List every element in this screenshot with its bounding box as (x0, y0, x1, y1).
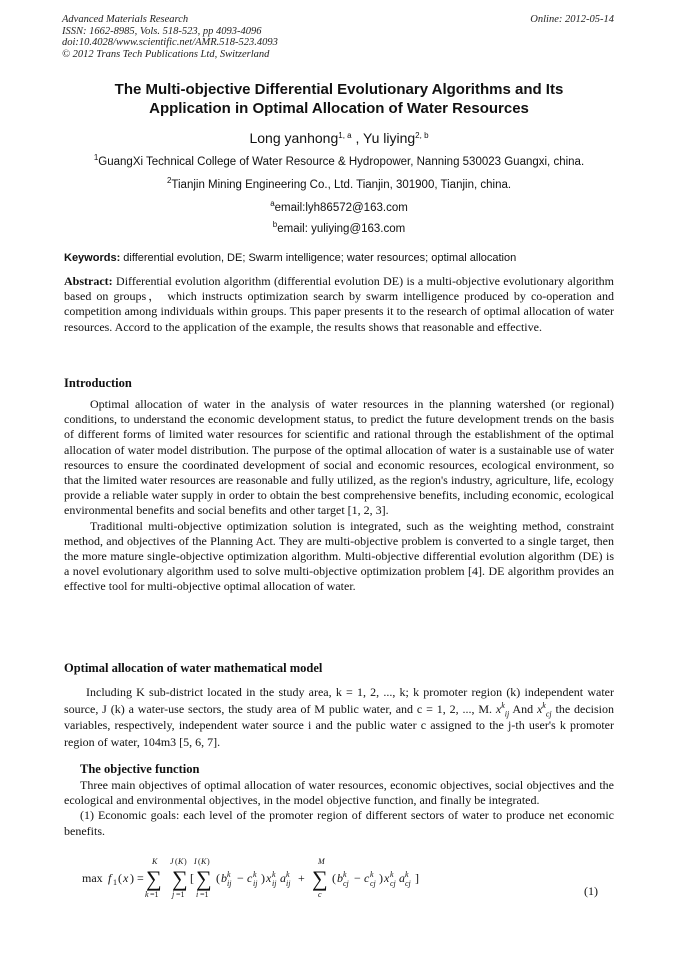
email-a-sup: a (270, 199, 275, 208)
svg-text:b: b (337, 871, 343, 885)
svg-text:−: − (354, 871, 361, 885)
affiliation-1-sup: 1 (93, 153, 99, 162)
introduction-body (64, 397, 614, 595)
affiliation-2 (40, 176, 638, 191)
affiliation-1 (40, 153, 638, 168)
variable-x-ij: $x^k_{ij}$ (495, 700, 510, 718)
email-b-sup: b (272, 220, 278, 229)
email-b-text: email: yuliying@163.com (277, 223, 406, 235)
economic-objective-equation (82, 856, 542, 900)
svg-text:K: K (201, 857, 207, 866)
svg-text:ij: ij (286, 879, 291, 888)
svg-text:−: − (237, 871, 244, 885)
svg-text:ij: ij (272, 879, 277, 888)
model-heading: Optimal allocation of water mathematical model (64, 661, 323, 675)
svg-text:a: a (399, 871, 405, 885)
svg-text:x: x (266, 871, 272, 885)
svg-text:cj: cj (390, 879, 396, 888)
author-2-sup: 2, b (415, 131, 429, 140)
svg-text:cj: cj (405, 879, 411, 888)
email-b (40, 220, 638, 235)
svg-text:+: + (298, 871, 305, 885)
abstract-text: Differential evolution algorithm (differential evolution DE) is a multi-objective evolutionary algorithm based on groups， which instructs optimization search by swarm intelligence produced by co-operation and competition among individuals within groups. This paper presents it to the research of optimal allocation of water resources. Accord to the application of the example, the results shows that reasonable and effective. (64, 274, 614, 334)
svg-text:(: ( (198, 857, 201, 866)
svg-text:cj: cj (370, 879, 376, 888)
title-line-1: The Multi-objective Differential Evolutionary Algorithms and Its (114, 81, 564, 98)
author-separator: , (351, 130, 364, 146)
svg-text:M: M (318, 857, 325, 866)
svg-text:=1: =1 (200, 890, 209, 899)
svg-text:k: k (405, 870, 409, 879)
copyright-line: © 2012 Trans Tech Publications Ltd, Switzerland (62, 48, 270, 60)
svg-text:∑: ∑ (312, 866, 328, 891)
svg-text:I: I (194, 857, 197, 866)
svg-text:k: k (343, 870, 347, 879)
svg-text:max: max (82, 871, 103, 885)
svg-text:x: x (384, 871, 390, 885)
abstract (64, 274, 614, 335)
objective-paragraph-2: (1) Economic goals: each level of the promoter region of different sectors of water to produce net economic benefits. (64, 808, 614, 838)
svg-text:a: a (280, 871, 286, 885)
author-1-sup: 1, a (338, 131, 352, 140)
svg-text:k: k (227, 870, 231, 879)
introduction-heading: Introduction (64, 376, 132, 390)
issn-line: ISSN: 1662-8985, Vols. 518-523, pp 4093-4096 (62, 25, 262, 37)
model-body (64, 684, 614, 750)
email-a (40, 199, 638, 214)
svg-text:∑: ∑ (196, 866, 212, 891)
svg-text:): ) (261, 871, 265, 885)
model-paragraph-part-1: Including K sub-district located in the study area, k = 1, 2, ..., k; k promoter region (k) independent water source, J (k) a water-use sectors, the study area of M public water, and c = 1, 2, ..., M. (64, 685, 614, 716)
svg-text:c: c (318, 890, 322, 899)
journal-header (62, 14, 278, 60)
svg-text:): ) (184, 857, 187, 866)
svg-text:k: k (370, 870, 374, 879)
svg-text:(: ( (332, 871, 336, 885)
svg-text:J: J (170, 857, 174, 866)
keywords-text: differential evolution, DE; Swarm intelligence; water resources; optimal allocation (120, 252, 517, 264)
svg-text:1: 1 (113, 878, 117, 887)
email-a-text: email:lyh86572@163.com (274, 202, 408, 214)
variable-x-cj: $x^k_{cj}$ (536, 700, 552, 718)
svg-text:=1: =1 (150, 890, 159, 899)
model-paragraph-part-2: the decision variables, respectively, independent water source i and the public water c assigned to the j-th user's k promoter region of water, 104m3 [5, 6, 7]. (64, 701, 615, 749)
svg-text:K: K (152, 857, 158, 866)
objective-body (64, 778, 614, 839)
author-1: Long yanhong (249, 130, 339, 146)
objective-heading: The objective function (80, 762, 200, 776)
svg-text:k: k (272, 870, 276, 879)
svg-text:b: b (221, 871, 227, 885)
journal-name: Advanced Materials Research (62, 14, 189, 25)
paper-title (60, 80, 618, 118)
svg-text:k: k (390, 870, 394, 879)
svg-text:ij: ij (253, 879, 258, 888)
svg-text:x: x (123, 871, 129, 885)
svg-text:k: k (253, 870, 257, 879)
keywords-label: Keywords: (64, 252, 121, 264)
model-and: And (509, 701, 534, 716)
author-2: Yu liying (363, 130, 416, 146)
svg-text:(: ( (118, 871, 122, 885)
svg-text:): ) (379, 871, 383, 885)
affiliation-2-sup: 2 (166, 176, 172, 185)
doi-line: doi:10.4028/www.scientific.net/AMR.518-523.4093 (62, 37, 278, 48)
svg-text:∑: ∑ (172, 866, 188, 891)
intro-paragraph-2: Traditional multi-objective optimization solution is integrated, such as the weighting method, constraint method, and objectives of the Planning Act. They are multi-objective problem is converted to a single target, then the more mature single-objective optimization algorithm. Multi-objective differential evolution algorithm (DE) is a novel evolutionary algorithm used to solve multi-objective optimization problem [4]. DE algorithm provides an effective tool for multi-objective optimal allocation of water. (64, 518, 614, 594)
svg-text:) =: ) = (130, 871, 144, 885)
svg-text:i: i (196, 890, 199, 899)
abstract-label: Abstract: (64, 274, 113, 288)
svg-text:): ) (207, 857, 210, 866)
svg-text:(: ( (175, 857, 178, 866)
model-paragraph (64, 684, 614, 750)
title-line-2: Application in Optimal Allocation of Water Resources (149, 100, 529, 117)
svg-text:k: k (145, 890, 149, 899)
svg-text:∑: ∑ (146, 866, 162, 891)
svg-text:=1: =1 (176, 890, 185, 899)
keywords (64, 252, 614, 264)
svg-text:(: ( (216, 871, 220, 885)
svg-text:c: c (364, 871, 370, 885)
svg-text:[: [ (190, 871, 194, 885)
affiliation-1-text: GuangXi Technical College of Water Resource & Hydropower, Nanning 530023 Guangxi, china. (98, 156, 585, 168)
online-date: Online: 2012-05-14 (530, 14, 614, 25)
svg-text:ij: ij (227, 879, 232, 888)
equation-number: (1) (584, 884, 598, 898)
svg-text:]: ] (415, 871, 419, 885)
svg-text:f: f (108, 871, 112, 885)
authors (60, 130, 618, 146)
svg-text:k: k (286, 870, 290, 879)
svg-text:j: j (172, 890, 175, 899)
intro-paragraph-1: Optimal allocation of water in the analysis of water resources in the planning watershed (or regional) conditions, to understand the economic development status, to predict the future development trends on the basis of different forms of limited water resources for scientific and rational through the establishment of the optimal allocation of water model distribution. The purpose of the optimal allocation of water is a sustainable use of water resources to ensure the coordinated development of social and economic resources, ecological environment, so that the limited water resources are reasonable and fully utilized, as the region's industry, agriculture, life, ecology provide a reliable water supply in order to obtain the best comprehensive benefits, including economic, ecological environmental benefits and social benefits and other target [1, 2, 3]. (64, 397, 614, 518)
svg-text:cj: cj (343, 879, 349, 888)
affiliation-2-text: Tianjin Mining Engineering Co., Ltd. Tianjin, 301900, Tianjin, china. (171, 179, 512, 191)
svg-text:K: K (178, 857, 184, 866)
objective-paragraph-1: Three main objectives of optimal allocation of water resources, economic objectives, social objectives and the ecological and environmental objectives, in the model objective function, and finally be integrated. (64, 778, 614, 808)
svg-text:c: c (247, 871, 253, 885)
